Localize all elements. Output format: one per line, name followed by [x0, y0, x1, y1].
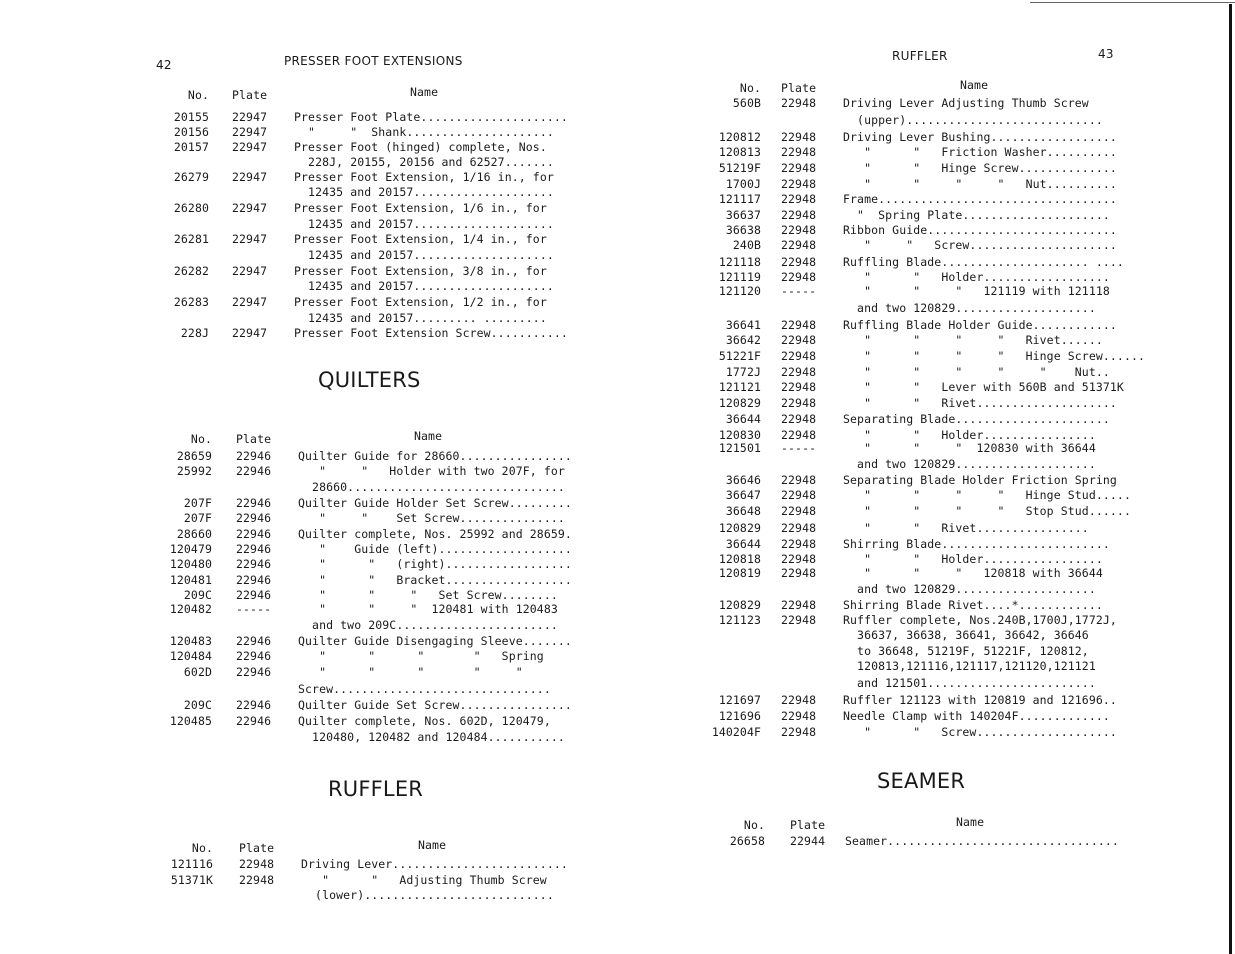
page-number-left: 42	[156, 58, 172, 72]
part-number-cell: 120479	[169, 542, 212, 556]
part-number-cell: 120483	[169, 634, 212, 648]
part-number-cell: 36648	[725, 504, 761, 518]
column-header-name: Name	[410, 85, 439, 99]
part-name-cell: " " " " Rivet......	[843, 333, 1103, 347]
plate-cell: 22946	[236, 464, 272, 478]
part-name-cell: Ruffler 121123 with 120819 and 121696..	[843, 693, 1117, 707]
part-number-cell: 560B	[732, 96, 761, 110]
part-number-cell: 1700J	[725, 177, 761, 191]
column-header-name: Name	[414, 429, 443, 443]
plate-cell: 22946	[236, 665, 272, 679]
part-name-cell: 120813,121116,121117,121120,121121	[843, 659, 1096, 673]
plate-cell: -----	[781, 284, 817, 298]
part-name-cell: " " " " " Nut..	[843, 365, 1110, 379]
part-name-cell: Ribbon Guide...........................	[843, 223, 1117, 237]
running-head-left: PRESSER FOOT EXTENSIONS	[284, 54, 463, 68]
part-name-cell: " " Screw.....................	[843, 238, 1117, 252]
part-number-cell: 36638	[725, 223, 761, 237]
plate-cell: 22948	[781, 566, 817, 580]
part-name-cell: " " Rivet....................	[843, 396, 1117, 410]
column-header-no: No.	[187, 88, 209, 102]
part-number-cell: 120818	[718, 552, 761, 566]
part-name-cell: " " Holder................	[843, 428, 1096, 442]
column-header-plate: Plate	[790, 818, 826, 832]
part-name-cell: Ruffler complete, Nos.240B,1700J,1772J,	[843, 613, 1117, 627]
part-name-cell: Driving Lever.........................	[301, 857, 568, 871]
plate-cell: 22946	[236, 557, 272, 571]
part-name-cell: Driving Lever Bushing..................	[843, 130, 1117, 144]
plate-cell: 22948	[781, 537, 817, 551]
plate-cell: 22948	[781, 396, 817, 410]
part-name-cell: Screw...............................	[298, 682, 551, 696]
part-name-cell: " Spring Plate.....................	[843, 208, 1110, 222]
part-name-cell: Quilter Guide Disengaging Sleeve.......	[298, 634, 572, 648]
plate-cell: 22948	[781, 428, 817, 442]
part-name-cell: " " Screw....................	[843, 725, 1117, 739]
plate-cell: 22946	[236, 588, 272, 602]
plate-cell: 22948	[781, 488, 817, 502]
plate-cell: -----	[236, 602, 272, 616]
part-name-cell: 12435 and 20157....................	[294, 185, 554, 199]
page-edge-line	[1030, 2, 1235, 3]
column-header-name: Name	[960, 78, 989, 92]
part-name-cell: Shirring Blade........................	[843, 537, 1110, 551]
part-number-cell: 209C	[183, 698, 212, 712]
part-name-cell: " " Rivet................	[843, 521, 1089, 535]
page-number-right: 43	[1098, 47, 1114, 61]
part-name-cell: Presser Foot Extension, 1/4 in., for	[294, 232, 547, 246]
part-name-cell: Driving Lever Adjusting Thumb Screw	[843, 96, 1089, 110]
part-name-cell: Presser Foot (hinged) complete, Nos.	[294, 140, 547, 154]
part-name-cell: Presser Foot Plate.....................	[294, 110, 568, 124]
plate-cell: 22948	[781, 521, 817, 535]
part-number-cell: 26283	[173, 295, 209, 309]
part-name-cell: and two 209C.......................	[298, 618, 558, 632]
part-number-cell: 121501	[718, 441, 761, 455]
plate-cell: -----	[781, 441, 817, 455]
part-number-cell: 51219F	[718, 161, 761, 175]
part-number-cell: 26279	[173, 170, 209, 184]
page-edge-border	[1229, 4, 1232, 954]
plate-cell: 22948	[781, 349, 817, 363]
plate-cell: 22948	[781, 333, 817, 347]
part-number-cell: 120830	[718, 428, 761, 442]
column-header-no: No.	[743, 818, 765, 832]
part-number-cell: 28659	[176, 449, 212, 463]
part-name-cell: " " (right)..................	[298, 557, 572, 571]
part-number-cell: 120485	[169, 714, 212, 728]
part-name-cell: Presser Foot Extension, 1/16 in., for	[294, 170, 554, 184]
part-number-cell: 120480	[169, 557, 212, 571]
part-number-cell: 20157	[173, 140, 209, 154]
part-number-cell: 36647	[725, 488, 761, 502]
part-number-cell: 1772J	[725, 365, 761, 379]
part-name-cell: Presser Foot Extension, 1/6 in., for	[294, 201, 547, 215]
column-header-plate: Plate	[232, 88, 268, 102]
plate-cell: 22944	[790, 834, 826, 848]
part-name-cell: " " Lever with 560B and 51371K	[843, 380, 1124, 394]
plate-cell: 22947	[232, 232, 268, 246]
part-number-cell: 121119	[718, 270, 761, 284]
plate-cell: 22947	[232, 140, 268, 154]
part-name-cell: Quilter complete, Nos. 25992 and 28659.	[298, 527, 572, 541]
part-name-cell: " " Friction Washer..........	[843, 145, 1117, 159]
plate-cell: 22948	[781, 473, 817, 487]
part-name-cell: " " Shank.....................	[294, 125, 554, 139]
part-name-cell: and two 120829....................	[843, 301, 1096, 315]
plate-cell: 22947	[232, 295, 268, 309]
section-title-ruffler-left: RUFFLER	[328, 777, 424, 801]
part-name-cell: Quilter Guide Holder Set Screw.........	[298, 496, 572, 510]
column-header-plate: Plate	[236, 432, 272, 446]
part-name-cell: 228J, 20155, 20156 and 62527.......	[294, 155, 554, 169]
plate-cell: 22948	[781, 270, 817, 284]
part-number-cell: 121696	[718, 709, 761, 723]
part-name-cell: " " " " Nut..........	[843, 177, 1117, 191]
plate-cell: 22946	[236, 634, 272, 648]
plate-cell: 22946	[236, 714, 272, 728]
plate-cell: 22948	[781, 598, 817, 612]
part-name-cell: and 121501........................	[843, 676, 1096, 690]
part-number-cell: 240B	[732, 238, 761, 252]
plate-cell: 22947	[232, 264, 268, 278]
part-name-cell: Presser Foot Extension Screw...........	[294, 326, 568, 340]
plate-cell: 22948	[781, 208, 817, 222]
part-name-cell: (lower)...........................	[301, 888, 554, 902]
part-number-cell: 207F	[183, 511, 212, 525]
part-name-cell: Presser Foot Extension, 1/2 in., for	[294, 295, 547, 309]
part-name-cell: " " Holder with two 207F, for	[298, 464, 565, 478]
part-name-cell: Presser Foot Extension, 3/8 in., for	[294, 264, 547, 278]
part-number-cell: 120813	[718, 145, 761, 159]
plate-cell: 22948	[781, 238, 817, 252]
plate-cell: 22946	[236, 496, 272, 510]
plate-cell: 22948	[781, 145, 817, 159]
part-name-cell: " " Set Screw...............	[298, 511, 565, 525]
plate-cell: 22947	[232, 201, 268, 215]
plate-cell: 22947	[232, 125, 268, 139]
plate-cell: 22947	[232, 110, 268, 124]
part-name-cell: Seamer.................................	[845, 834, 1119, 848]
column-header-no: No.	[739, 81, 761, 95]
part-number-cell: 120829	[718, 396, 761, 410]
part-name-cell: " " Holder..................	[843, 270, 1110, 284]
part-number-cell: 120812	[718, 130, 761, 144]
part-number-cell: 228J	[180, 326, 209, 340]
part-name-cell: " " " 121119 with 121118	[843, 284, 1110, 298]
part-name-cell: " " " " Hinge Stud.....	[843, 488, 1131, 502]
part-name-cell: " Guide (left)...................	[298, 542, 572, 556]
part-name-cell: " " Bracket..................	[298, 573, 572, 587]
part-name-cell: and two 120829....................	[843, 582, 1096, 596]
part-number-cell: 121120	[718, 284, 761, 298]
column-header-name: Name	[418, 838, 447, 852]
part-number-cell: 36646	[725, 473, 761, 487]
plate-cell: 22948	[781, 709, 817, 723]
plate-cell: 22948	[781, 380, 817, 394]
part-number-cell: 26282	[173, 264, 209, 278]
part-number-cell: 121116	[170, 857, 213, 871]
part-name-cell: Quilter complete, Nos. 602D, 120479,	[298, 714, 551, 728]
part-name-cell: Ruffling Blade Holder Guide............	[843, 318, 1117, 332]
part-number-cell: 36637	[725, 208, 761, 222]
plate-cell: 22948	[781, 504, 817, 518]
part-number-cell: 36644	[725, 537, 761, 551]
part-name-cell: Quilter Guide for 28660................	[298, 449, 572, 463]
part-name-cell: 28660...............................	[298, 480, 565, 494]
part-number-cell: 36642	[725, 333, 761, 347]
part-name-cell: 36637, 36638, 36641, 36642, 36646	[843, 628, 1089, 642]
part-name-cell: and two 120829....................	[843, 457, 1096, 471]
plate-cell: 22946	[236, 511, 272, 525]
part-name-cell: 12435 and 20157......... .........	[294, 311, 547, 325]
column-header-plate: Plate	[781, 81, 817, 95]
part-number-cell: 36641	[725, 318, 761, 332]
plate-cell: 22948	[781, 255, 817, 269]
plate-cell: 22948	[781, 725, 817, 739]
part-number-cell: 207F	[183, 496, 212, 510]
plate-cell: 22946	[236, 573, 272, 587]
part-name-cell: to 36648, 51219F, 51221F, 120812,	[843, 644, 1089, 658]
part-number-cell: 120481	[169, 573, 212, 587]
part-number-cell: 120484	[169, 649, 212, 663]
part-name-cell: " " Hinge Screw..............	[843, 161, 1117, 175]
part-name-cell: " " " " "	[298, 665, 523, 679]
column-header-plate: Plate	[239, 841, 275, 855]
plate-cell: 22946	[236, 542, 272, 556]
plate-cell: 22948	[781, 161, 817, 175]
part-number-cell: 140204F	[711, 725, 761, 739]
part-name-cell: Needle Clamp with 140204F.............	[843, 709, 1110, 723]
part-number-cell: 51371K	[170, 873, 213, 887]
part-number-cell: 26281	[173, 232, 209, 246]
part-number-cell: 36644	[725, 412, 761, 426]
plate-cell: 22947	[232, 170, 268, 184]
part-name-cell: " " " " Spring	[298, 649, 544, 663]
part-number-cell: 120829	[718, 598, 761, 612]
plate-cell: 22948	[781, 552, 817, 566]
part-number-cell: 20156	[173, 125, 209, 139]
part-number-cell: 209C	[183, 588, 212, 602]
part-number-cell: 121123	[718, 613, 761, 627]
part-name-cell: 12435 and 20157....................	[294, 279, 554, 293]
plate-cell: 22948	[239, 857, 275, 871]
plate-cell: 22948	[239, 873, 275, 887]
column-header-no: No.	[191, 841, 213, 855]
plate-cell: 22946	[236, 649, 272, 663]
plate-cell: 22948	[781, 613, 817, 627]
plate-cell: 22948	[781, 192, 817, 206]
column-header-name: Name	[956, 815, 985, 829]
part-number-cell: 120819	[718, 566, 761, 580]
part-name-cell: 12435 and 20157....................	[294, 248, 554, 262]
part-name-cell: Frame..................................	[843, 192, 1117, 206]
plate-cell: 22948	[781, 318, 817, 332]
part-name-cell: " " " " Stop Stud......	[843, 504, 1131, 518]
part-number-cell: 25992	[176, 464, 212, 478]
part-number-cell: 20155	[173, 110, 209, 124]
part-number-cell: 121117	[718, 192, 761, 206]
part-number-cell: 26658	[729, 834, 765, 848]
plate-cell: 22947	[232, 326, 268, 340]
column-header-no: No.	[190, 432, 212, 446]
part-name-cell: " " " Set Screw........	[298, 588, 558, 602]
part-name-cell: 120480, 120482 and 120484...........	[298, 730, 565, 744]
part-name-cell: " " " 120481 with 120483	[298, 602, 558, 616]
plate-cell: 22946	[236, 449, 272, 463]
section-title-seamer: SEAMER	[877, 769, 966, 793]
running-head-right: RUFFLER	[892, 49, 948, 63]
part-name-cell: (upper)............................	[843, 113, 1103, 127]
plate-cell: 22948	[781, 412, 817, 426]
part-name-cell: Quilter Guide Set Screw................	[298, 698, 572, 712]
plate-cell: 22948	[781, 130, 817, 144]
part-number-cell: 120482	[169, 602, 212, 616]
part-name-cell: Separating Blade Holder Friction Spring	[843, 473, 1117, 487]
part-number-cell: 602D	[183, 665, 212, 679]
part-name-cell: " " " " Hinge Screw......	[843, 349, 1146, 363]
part-number-cell: 51221F	[718, 349, 761, 363]
part-number-cell: 26280	[173, 201, 209, 215]
plate-cell: 22948	[781, 223, 817, 237]
part-name-cell: " " " 120818 with 36644	[843, 566, 1103, 580]
part-name-cell: " " " 120830 with 36644	[843, 441, 1096, 455]
plate-cell: 22948	[781, 365, 817, 379]
plate-cell: 22948	[781, 693, 817, 707]
part-number-cell: 28660	[176, 527, 212, 541]
part-number-cell: 121121	[718, 380, 761, 394]
part-name-cell: Separating Blade......................	[843, 412, 1110, 426]
section-title-quilters: QUILTERS	[318, 368, 421, 392]
part-name-cell: " " Adjusting Thumb Screw	[301, 873, 547, 887]
part-name-cell: Ruffling Blade..................... ....	[843, 255, 1124, 269]
part-name-cell: 12435 and 20157....................	[294, 217, 554, 231]
plate-cell: 22946	[236, 698, 272, 712]
part-name-cell: Shirring Blade Rivet....*............	[843, 598, 1103, 612]
part-number-cell: 120829	[718, 521, 761, 535]
plate-cell: 22948	[781, 96, 817, 110]
part-number-cell: 121697	[718, 693, 761, 707]
part-name-cell: " " Holder.................	[843, 552, 1103, 566]
plate-cell: 22948	[781, 177, 817, 191]
part-number-cell: 121118	[718, 255, 761, 269]
plate-cell: 22946	[236, 527, 272, 541]
